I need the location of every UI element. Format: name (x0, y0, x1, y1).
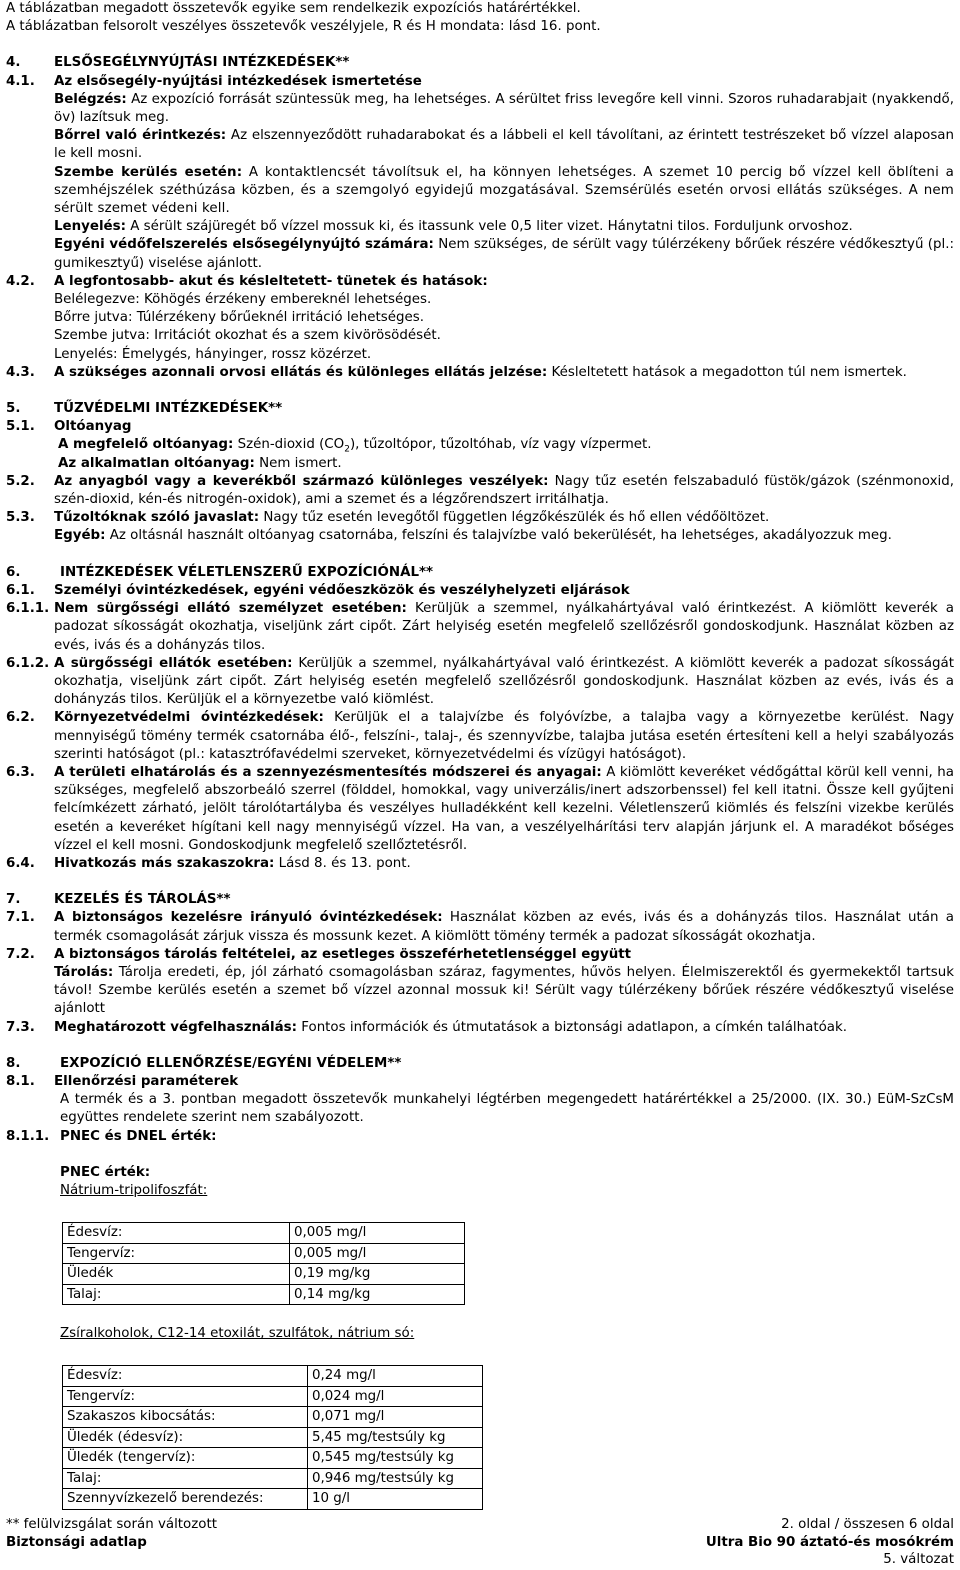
section-7-heading: 7. KEZELÉS ÉS TÁROLÁS** (6, 892, 231, 908)
table-row: Tengervíz: 0,024 mg/l (63, 1386, 483, 1407)
section-6-heading: 6. INTÉZKEDÉSEK VÉLETLENSZERŰ EXPOZÍCIÓNÁL** (6, 564, 434, 580)
section-7-1: 7.1. A biztonságos kezelésre irányuló óvintézkedések: Használat közben az evés, ivás és a dohányzás tilos. Használat után a termék csomagolását zárjuk vissza és mossunk kezet. A kiömlött tömény termék a padozat síkosságát okozhatja. (6, 910, 954, 944)
section-6-4: 6.4. Hivatkozás más szakaszokra: Lásd 8. és 13. pont. (6, 855, 411, 871)
table-row: Édesvíz: 0,005 mg/l (63, 1223, 465, 1244)
first-aid-eye: Szembe kerülés esetén: A kontaktlencsét távolítsuk el, ha könnyen lehetséges. A szemet 10 percig bő vízzel kell öblíteni a szemhéjszélek széthúzása közben, és a szemgolyó egyidejű mozgatásával. Szemsérülés esetén orvosi ellátás szükséges. A nem sérült szemet védeni kell. (54, 164, 954, 217)
footer-version: 5. változat (883, 1552, 954, 1567)
document-body (6, 0, 954, 1510)
section-6-1: 6.1. Személyi óvintézkedések, egyéni védőeszközök és veszélyhelyzeti eljárások (6, 582, 630, 598)
section-6-1-1: 6.1.1. Nem sürgősségi ellátó személyzet esetében: Kerüljük a szemmel, nyálkahártyával való érintkezést. A kiömlött keverék a padozat síkosságát okozhatja, viseljünk zárt cipőt. Zárt helyiség esetén megfelelő szellőzésről gondoskodjunk. Használat közben az evés, ivás és a dohányzás tilos. (6, 601, 955, 653)
section-5-1: 5.1. Oltóanyag A megfelelő oltóanyag: Szén-dioxid $(CO_2)$, tűzoltópor, tűzoltóhab, víz vagy vízpermet. Az alkalmatlan oltóanyag: Nem ismert. (6, 418, 954, 473)
intro-line-2: A táblázatban felsorolt veszélyes összetevők veszélyjele, R és H mondata: lásd 16. pont. (6, 19, 601, 35)
substance-1-name: Nátrium-tripolifoszfát: (60, 1182, 208, 1198)
intro-line-1: A táblázatban megadott összetevők egyike sem rendelkezik expozíciós határértékkel. (6, 1, 581, 16)
section-7-3: 7.3. Meghatározott végfelhasználás: Fontos információk és útmutatások a biztonsági adatlapon, a címkén találhatóak. (6, 1019, 847, 1035)
section-4-2: 4.2. A legfontosabb- akut és késleltetett- tünetek és hatások: Belélegezve: Köhögés érzékeny embereknél lehetséges. Bőrre jutva: Túlérzékeny bőrűeknél irritáció lehetséges. Szembe jutva: Irritációt okozhat és a szem kivörösödését. Lenyelés: Émelygés, hányinger, rossz közérzet. (6, 273, 488, 362)
section-6-3: 6.3. A területi elhatárolás és a szennyezésmentesítés módszerei és anyagai: A kiömlött keveréket védőgáttal körül kell venni, ha szükséges, megfelelő abszorbeáló szerrel (földdel, homokkal, vagy univerzális/inert adszorbenssel) fel kell itatni. Össze kell gyűjteni felcímkézett zárható, jelölt tárolótartályba és veszélyes hulladékként kell kezelni. Véletlenszerű kiömlés és felszíni vizekbe kerülés esetén a keveréket hígítani kell nagy mennyiségű vízzel. Ha van, a veszélyelhárítási terv alapján járjunk el. A maradékot bőséges vízzel el kell mosni. Gondoskodjunk megfelelő szellőztetésről. (6, 764, 954, 853)
table-row: Tengervíz: 0,005 mg/l (63, 1243, 465, 1264)
table-row: Talaj: 0,946 mg/testsúly kg (63, 1468, 483, 1489)
section-7-2: 7.2. A biztonságos tárolás feltételei, az esetleges összeférhetetlenséggel együtt Tárolás: Tárolja eredeti, ép, jól zárható csomagolásban száraz, fagymentes, hűvös helyen. Élelmiszerektől és gyermekektől tartsuk távol! Szembe kerülés esetén a szemet bő vízzel azonnal mossuk ki! Sérült vagy túlérzékeny bőrűek részére védőkesztyű viselése ajánlott (6, 946, 954, 1017)
table-row: Üledék (tengervíz): 0,545 mg/testsúly kg (63, 1448, 483, 1469)
footer-doc-type: Biztonsági adatlap (6, 1534, 147, 1550)
suitable-extinguisher: A megfelelő oltóanyag: Szén-dioxid $(CO_2)$, tűzoltópor, tűzoltóhab, víz vagy vízpermet. (58, 437, 652, 456)
table-row: Üledék 0,19 mg/kg (63, 1264, 465, 1285)
section-4-1-title: Az elsősegély-nyújtási intézkedések ismertetése (54, 73, 422, 89)
section-5-3: 5.3. Tűzoltóknak szóló javaslat: Nagy tűz esetén levegőtől független légzőkészülék és hő ellen védőöltözet. Egyéb: Az oltásnál használt oltóanyag csatornába, felszíni és talajvízbe való bekerülését, ha lehetséges, akadályozzuk meg. (6, 510, 892, 544)
pnec-table-1 (62, 1222, 465, 1305)
section-5-2: 5.2. Az anyagból vagy a keverékből származó különleges veszélyek: Nagy tűz esetén felszabaduló füstök/gázok (szénmonoxid, szén-dioxid, kén-és nitrogén-oxidok), ami a szemet és a légzőrendszert irritálhatja. (6, 473, 954, 508)
section-4-heading: 4. ELSŐSEGÉLYNYÚJTÁSI INTÉZKEDÉSEK** (6, 55, 350, 71)
unsuitable-extinguisher: Az alkalmatlan oltóanyag: Nem ismert. (58, 455, 342, 471)
first-aid-inhalation: Belégzés: Az expozíció forrását szüntessük meg, ha lehetséges. A sérültet friss levegőre kell vinni. Szoros ruhadarabjait (nyakkendő, öv) lazítsuk meg. (54, 91, 954, 126)
section-4-1: 4.1. Az elsősegély-nyújtási intézkedések ismertetése Belégzés: Az expozíció forrását szüntessük meg, ha lehetséges. A sérültet friss levegőre kell vinni. Szoros ruhadarabjait (nyakkendő, öv) lazítsuk meg. Bőrrel való érintkezés: Az elszennyeződött ruhadarabokat és a lábbeli el kell távolítani, az érintett testrészeket bő vízzel alaposan le kell mosni. Szembe kerülés esetén: A kontaktlencsét távolítsuk el, ha könnyen lehetséges. A szemet 10 percig bő vízzel kell öblíteni a szemhéjszélek széthúzása közben, és a szemgolyó egyidejű mozgatásával. Szemsérülés esetén orvosi ellátás szükséges. A nem sérült szemet védeni kell. Lenyelés: A sérült szájüregét bő vízzel mossuk ki, és itassunk vele 0,5 liter vizet. Hánytatni tilos. Forduljunk orvoshoz. Egyéni védőfelszerelés elsősegélynyújtó számára: Nem szükséges, de sérült vagy túlérzékeny bőrűek részére védőkesztyű (pl.: gumikesztyű) viselése ajánlott. (6, 73, 954, 273)
section-6-1-2: 6.1.2. A sürgősségi ellátók esetében: Kerüljük a szemmel, nyálkahártyával való érintkezést. A kiömlött keverék a padozat síkosságát okozhatja, viseljünk zárt cipőt. Zárt helyiség esetén megfelelő szellőzésről gondoskodjunk. Használat közben az evés, ivás és a dohányzás tilos. Kerüljük el a környezetbe való kiömlést. (6, 655, 954, 708)
section-8-1: 8.1. Ellenőrzési paraméterek A termék és a 3. pontban megadott összetevők munkahelyi légtérben megengedett határértékkel a 25/2000. (IX. 30.) EüM-SzCsM együttes rendelete szerint nem szabályozott. (6, 1073, 954, 1126)
table-row: Szakaszos kibocsátás: 0,071 mg/l (63, 1407, 483, 1428)
first-aid-swallow: Lenyelés: A sérült szájüregét bő vízzel mossuk ki, és itassunk vele 0,5 liter vizet. Hánytatni tilos. Forduljunk orvoshoz. (54, 219, 853, 235)
table-row: Üledék (édesvíz): 5,45 mg/testsúly kg (63, 1427, 483, 1448)
table-row: Szennyvízkezelő berendezés: 10 g/l (63, 1489, 483, 1510)
table-row: Talaj: 0,14 mg/kg (63, 1284, 465, 1305)
section-4-3: 4.3. A szükséges azonnali orvosi ellátás és különleges ellátás jelzése: Késleltetett hatások a megadotton túl nem ismertek. (6, 364, 907, 380)
substance-2-name: Zsíralkoholok, C12-14 etoxilát, szulfátok, nátrium só: (60, 1326, 415, 1342)
table-row: Édesvíz: 0,24 mg/l (63, 1366, 483, 1387)
section-6-2: 6.2. Környezetvédelmi óvintézkedések: Kerüljük el a talajvízbe és folyóvízbe, a talajba vagy a környezetbe kerülést. Nagy mennyiségű tömény termék csatornába élő-, felszíni-, talaj-, és szennyvízbe, talajba jutása esetén értesíteni kell a helyi szabályozás szerinti hatóságot (pl.: katasztrófavédelmi szerveket, környezetvédelmi és vízügyi hatóságot). (6, 710, 954, 762)
page-footer (6, 1516, 954, 1569)
section-5-heading: 5. TŰZVÉDELMI INTÉZKEDÉSEK** (6, 401, 283, 417)
footer-page-number: 2. oldal / összesen 6 oldal (781, 1517, 954, 1532)
footer-product-name: Ultra Bio 90 áztató-és mosókrém (705, 1534, 954, 1550)
footer-revision-note: ** felülvizsgálat során változott (6, 1517, 217, 1532)
first-aid-skin: Bőrrel való érintkezés: Az elszennyeződött ruhadarabokat és a lábbeli el kell távolítani, az érintett testrészeket bő vízzel alaposan le kell mosni. (54, 128, 954, 162)
first-aid-ppe: Egyéni védőfelszerelés elsősegélynyújtó számára: Nem szükséges, de sérült vagy túlérzékeny bőrűek részére védőkesztyű (pl.: gumikesztyű) viselése ajánlott. (54, 237, 954, 271)
pnec-label: PNEC érték: (60, 1164, 151, 1180)
section-8-heading: 8. EXPOZÍCIÓ ELLENŐRZÉSE/EGYÉNI VÉDELEM** (6, 1055, 402, 1071)
pnec-table-2 (62, 1365, 483, 1510)
section-8-1-1: 8.1.1. PNEC és DNEL érték: (6, 1128, 217, 1144)
